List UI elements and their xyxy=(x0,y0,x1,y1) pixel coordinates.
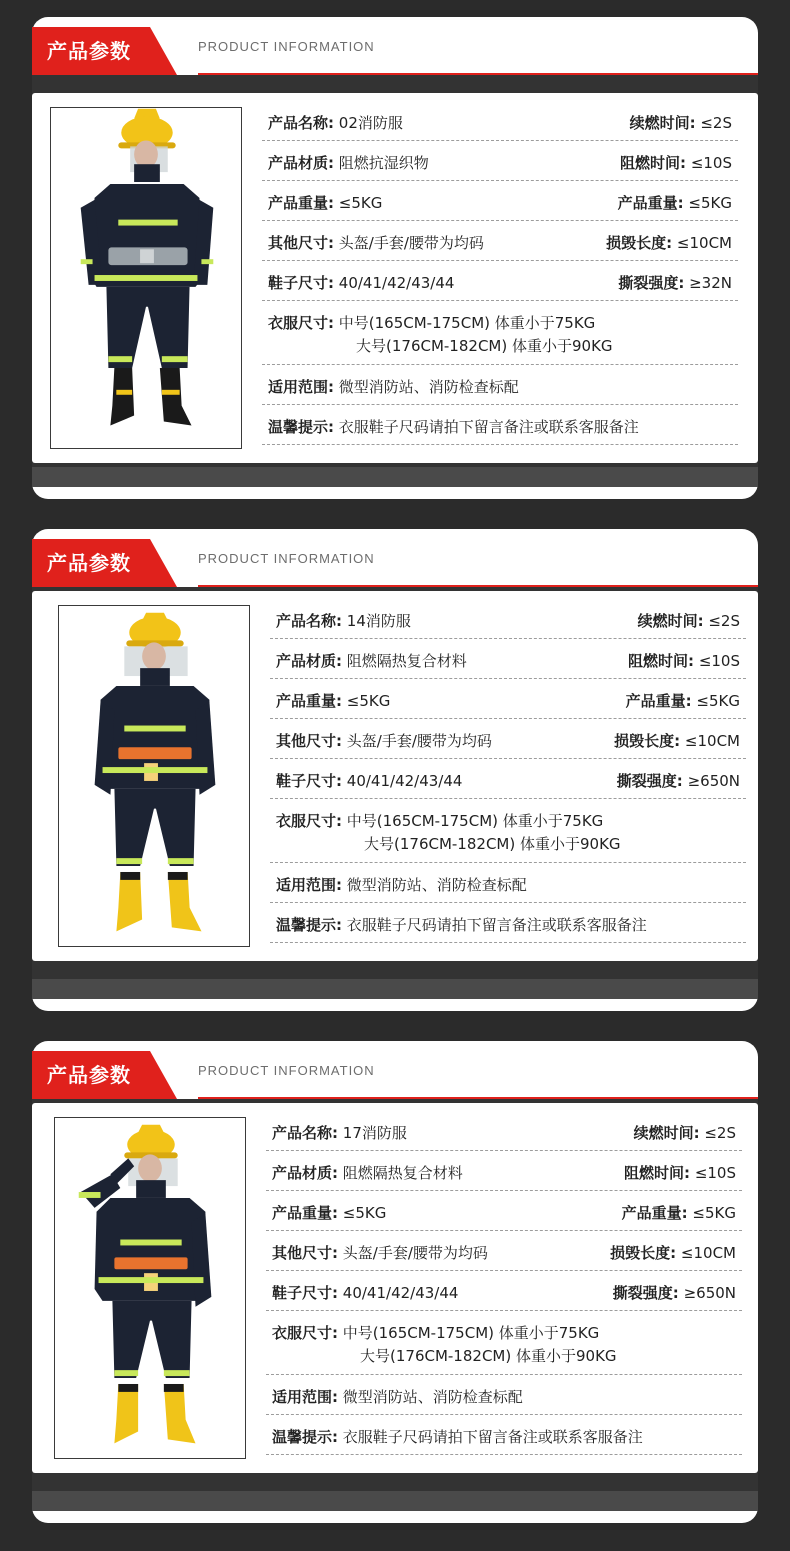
spec-value: ≤10CM xyxy=(684,732,740,750)
spec-value: 大号(176CM-182CM) 体重小于90KG xyxy=(360,1347,617,1365)
spec-label: 衣服尺寸: xyxy=(276,812,342,830)
product-photo xyxy=(54,1117,246,1459)
spec-label: 衣服尺寸: xyxy=(272,1324,338,1342)
section-subtitle: PRODUCT INFORMATION xyxy=(198,551,375,566)
spec-value: ≤5KG xyxy=(688,194,732,212)
spec-value: ≤2S xyxy=(708,612,740,630)
spec-value: ≤5KG xyxy=(346,692,391,710)
spec-label: 损毁长度: xyxy=(606,234,673,252)
spec-value: 中号(165CM-175CM) 体重小于75KG xyxy=(346,812,604,830)
spec-row-material xyxy=(266,1151,742,1191)
spec-rows xyxy=(270,599,746,943)
spec-label: 衣服尺寸: xyxy=(268,314,334,332)
bottom-strip xyxy=(32,979,758,999)
spec-value: 大号(176CM-182CM) 体重小于90KG xyxy=(364,835,621,853)
spec-label: 撕裂强度: xyxy=(612,1284,679,1302)
product-section-1 xyxy=(0,17,790,499)
spec-value: 头盔/手套/腰带为均码 xyxy=(346,732,492,750)
spec-row-name xyxy=(270,599,746,639)
firefighter-suit-image xyxy=(51,108,241,448)
spec-row-name xyxy=(266,1111,742,1151)
spec-value: 头盔/手套/腰带为均码 xyxy=(338,234,484,252)
spec-label: 产品重量: xyxy=(276,692,342,710)
spec-label: 撕裂强度: xyxy=(618,274,685,292)
spec-value: ≤5KG xyxy=(338,194,383,212)
spec-value: ≥650N xyxy=(683,1284,736,1302)
spec-row-clothes xyxy=(266,1311,742,1375)
spec-row-shoe xyxy=(270,759,746,799)
spec-label: 阻燃时间: xyxy=(620,154,687,172)
spec-value: 阻燃隔热复合材料 xyxy=(346,652,467,670)
spec-label: 产品重量: xyxy=(272,1204,338,1222)
spec-label: 产品材质: xyxy=(272,1164,338,1182)
spec-value: ≤10CM xyxy=(680,1244,736,1262)
spec-row-scope xyxy=(262,365,738,405)
spec-value: 中号(165CM-175CM) 体重小于75KG xyxy=(338,314,596,332)
spec-label: 产品材质: xyxy=(276,652,342,670)
spec-label: 温馨提示: xyxy=(272,1428,338,1446)
spec-value: ≤10S xyxy=(698,652,740,670)
firefighter-suit-image xyxy=(59,606,249,946)
spec-row-name xyxy=(262,101,738,141)
spec-value: 微型消防站、消防检查标配 xyxy=(342,1388,523,1406)
spec-value: 微型消防站、消防检查标配 xyxy=(346,876,527,894)
spec-value: 大号(176CM-182CM) 体重小于90KG xyxy=(356,337,613,355)
spec-label: 其他尺寸: xyxy=(276,732,342,750)
section-title: 产品参数 xyxy=(47,1063,131,1087)
spec-value: ≤10CM xyxy=(676,234,732,252)
spec-value: 40/41/42/43/44 xyxy=(346,772,463,790)
spec-value: 头盔/手套/腰带为均码 xyxy=(342,1244,488,1262)
spec-value: ≥32N xyxy=(689,274,732,292)
bottom-strip xyxy=(32,1491,758,1511)
spec-value: 阻燃抗湿织物 xyxy=(338,154,429,172)
spec-value: ≤5KG xyxy=(692,1204,736,1222)
spec-label: 适用范围: xyxy=(272,1388,338,1406)
spec-rows xyxy=(262,101,738,445)
spec-value: ≤10S xyxy=(694,1164,736,1182)
spec-label: 产品重量: xyxy=(268,194,334,212)
section-header xyxy=(32,529,758,591)
spec-label: 阻燃时间: xyxy=(628,652,695,670)
spec-label: 鞋子尺寸: xyxy=(268,274,334,292)
spec-label: 产品重量: xyxy=(621,1204,688,1222)
spec-label: 产品名称: xyxy=(268,114,334,132)
spec-label: 产品重量: xyxy=(617,194,684,212)
spec-label: 温馨提示: xyxy=(268,418,334,436)
firefighter-suit-image xyxy=(55,1118,245,1458)
spec-panel xyxy=(32,591,758,961)
spec-label: 撕裂强度: xyxy=(616,772,683,790)
spec-value: 中号(165CM-175CM) 体重小于75KG xyxy=(342,1324,600,1342)
section-subtitle: PRODUCT INFORMATION xyxy=(198,39,375,54)
spec-value: 40/41/42/43/44 xyxy=(342,1284,459,1302)
spec-value: 衣服鞋子尺码请拍下留言备注或联系客服备注 xyxy=(346,916,647,934)
spec-panel xyxy=(32,93,758,463)
spec-label: 其他尺寸: xyxy=(272,1244,338,1262)
spec-panel xyxy=(32,1103,758,1473)
spec-label: 产品名称: xyxy=(276,612,342,630)
spec-label: 损毁长度: xyxy=(614,732,681,750)
spec-label: 产品材质: xyxy=(268,154,334,172)
spec-label: 适用范围: xyxy=(268,378,334,396)
spec-row-weight xyxy=(270,679,746,719)
spec-label: 鞋子尺寸: xyxy=(272,1284,338,1302)
spec-value: ≥650N xyxy=(687,772,740,790)
bottom-strip xyxy=(32,467,758,487)
spec-row-weight xyxy=(266,1191,742,1231)
spec-row-other xyxy=(270,719,746,759)
spec-row-tip xyxy=(266,1415,742,1455)
spec-value: 衣服鞋子尺码请拍下留言备注或联系客服备注 xyxy=(338,418,639,436)
spec-label: 续燃时间: xyxy=(637,612,704,630)
spec-row-other xyxy=(262,221,738,261)
spec-value: ≤10S xyxy=(690,154,732,172)
spec-value: ≤5KG xyxy=(696,692,740,710)
spec-label: 其他尺寸: xyxy=(268,234,334,252)
spec-label: 产品名称: xyxy=(272,1124,338,1142)
spec-label: 温馨提示: xyxy=(276,916,342,934)
spec-value: 14消防服 xyxy=(346,612,411,630)
product-photo xyxy=(58,605,250,947)
product-section-3 xyxy=(0,1041,790,1523)
spec-value: ≤2S xyxy=(704,1124,736,1142)
spec-row-material xyxy=(270,639,746,679)
spec-value: ≤2S xyxy=(700,114,732,132)
spec-value: 微型消防站、消防检查标配 xyxy=(338,378,519,396)
spec-row-clothes xyxy=(270,799,746,863)
section-header xyxy=(32,17,758,79)
spec-rows xyxy=(266,1111,742,1455)
product-photo xyxy=(50,107,242,449)
product-section-2 xyxy=(0,529,790,1011)
spec-value: 40/41/42/43/44 xyxy=(338,274,455,292)
spec-label: 适用范围: xyxy=(276,876,342,894)
spec-label: 损毁长度: xyxy=(610,1244,677,1262)
section-title: 产品参数 xyxy=(47,551,131,575)
spec-value: ≤5KG xyxy=(342,1204,387,1222)
spec-row-weight xyxy=(262,181,738,221)
spec-value: 17消防服 xyxy=(342,1124,407,1142)
spec-label: 阻燃时间: xyxy=(624,1164,691,1182)
spec-row-scope xyxy=(266,1375,742,1415)
spec-label: 续燃时间: xyxy=(633,1124,700,1142)
spec-value: 阻燃隔热复合材料 xyxy=(342,1164,463,1182)
section-header xyxy=(32,1041,758,1103)
spec-row-shoe xyxy=(262,261,738,301)
spec-row-material xyxy=(262,141,738,181)
spec-row-clothes xyxy=(262,301,738,365)
spec-value: 02消防服 xyxy=(338,114,403,132)
spec-row-tip xyxy=(270,903,746,943)
section-subtitle: PRODUCT INFORMATION xyxy=(198,1063,375,1078)
spec-label: 产品重量: xyxy=(625,692,692,710)
spec-row-shoe xyxy=(266,1271,742,1311)
spec-value: 衣服鞋子尺码请拍下留言备注或联系客服备注 xyxy=(342,1428,643,1446)
spec-row-other xyxy=(266,1231,742,1271)
spec-row-tip xyxy=(262,405,738,445)
spec-label: 续燃时间: xyxy=(629,114,696,132)
spec-label: 鞋子尺寸: xyxy=(276,772,342,790)
spec-row-scope xyxy=(270,863,746,903)
section-title: 产品参数 xyxy=(47,39,131,63)
